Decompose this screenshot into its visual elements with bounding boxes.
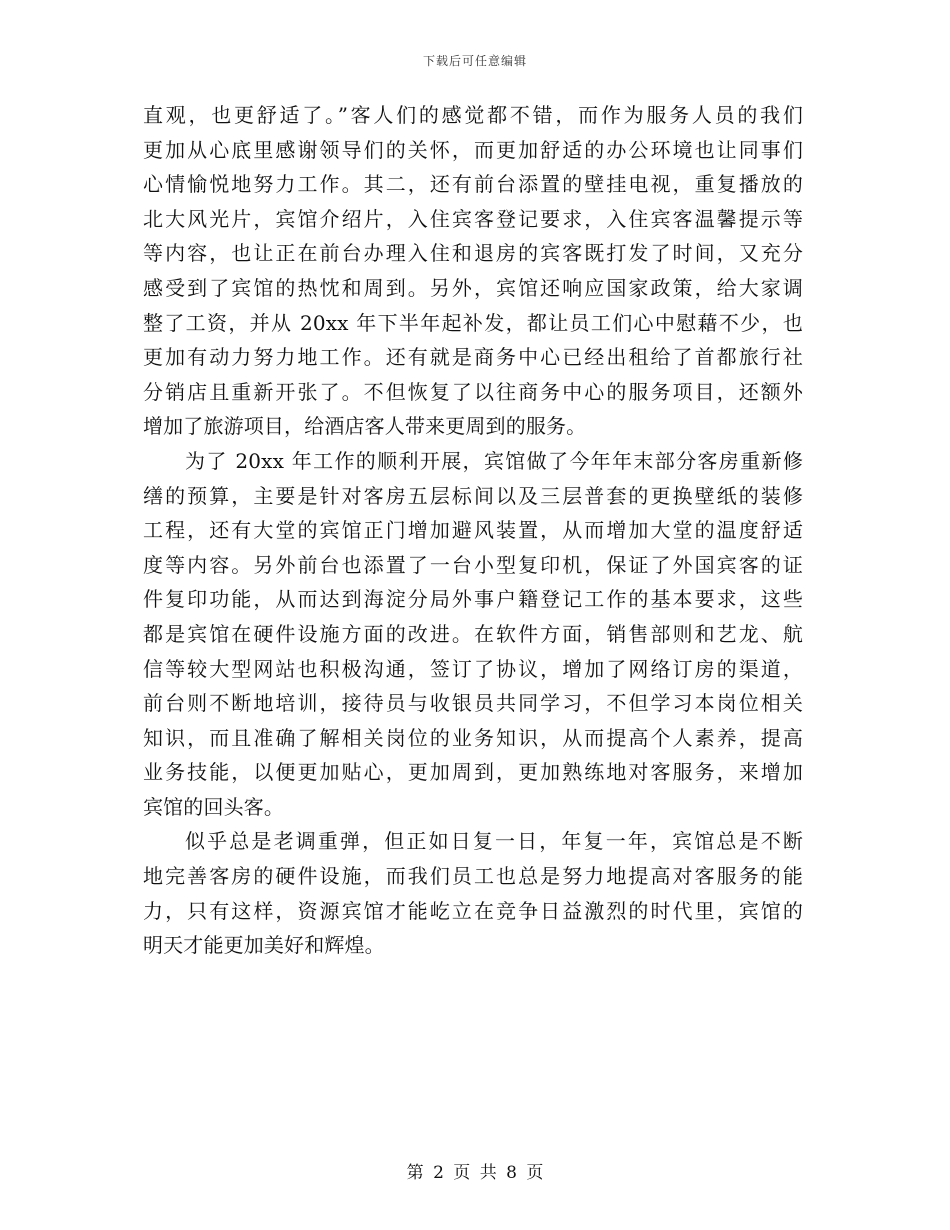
text-line: 缮的预算，主要是针对客房五层标间以及三层普套的更换壁纸的装修 — [143, 483, 803, 508]
text-line: 心情愉悦地努力工作。其二，还有前台添置的壁挂电视，重复播放的 — [143, 172, 803, 197]
text-line: 件复印功能，从而达到海淀分局外事户籍登记工作的基本要求，这些 — [143, 587, 803, 612]
text-line: 直观，也更舒适了。”客人们的感觉都不错，而作为服务人员的我们 — [143, 103, 803, 127]
paragraph — [143, 444, 803, 825]
text-line: 等内容，也让正在前台办理入住和退房的宾客既打发了时间，又充分 — [143, 241, 803, 266]
text-line: 信等较大型网站也积极沟通，签订了协议，增加了网络订房的渠道， — [143, 656, 803, 681]
text-line: 都是宾馆在硬件设施方面的改进。在软件方面，销售部则和艺龙、航 — [143, 621, 803, 646]
text-line: 宾馆的回头客。 — [143, 794, 285, 819]
document-body — [143, 98, 803, 963]
text-line: 增加了旅游项目，给酒店客人带来更周到的服务。 — [143, 414, 587, 439]
text-line: 分销店且重新开张了。不但恢复了以往商务中心的服务项目，还额外 — [143, 379, 803, 404]
text-line: 更加从心底里感谢领导们的关怀，而更加舒适的办公环境也让同事们 — [143, 137, 803, 162]
text-line: 前台则不断地培训，接待员与收银员共同学习，不但学习本岗位相关 — [143, 691, 803, 716]
text-line: 北大风光片，宾馆介绍片，入住宾客登记要求，入住宾客温馨提示等 — [143, 206, 803, 231]
text-line: 整了工资，并从 20xx 年下半年起补发，都让员工们心中慰藉不少，也 — [143, 310, 803, 335]
text-line: 工程，还有大堂的宾馆正门增加避风装置，从而增加大堂的温度舒适 — [143, 518, 803, 543]
text-line: 力，只有这样，资源宾馆才能屹立在竞争日益激烈的时代里，宾馆的 — [143, 898, 803, 923]
text-line: 似乎总是老调重弹，但正如日复一日，年复一年，宾馆总是不断 — [185, 829, 803, 854]
page-header: 下载后可任意编辑 — [422, 54, 527, 68]
paragraph — [143, 824, 803, 962]
text-line: 度等内容。另外前台也添置了一台小型复印机，保证了外国宾客的证 — [143, 552, 803, 577]
paragraph — [143, 98, 803, 444]
text-line: 地完善客房的硬件设施，而我们员工也总是努力地提高对客服务的能 — [143, 864, 803, 889]
page-number-footer: 第 2 页 共 8 页 — [406, 1163, 544, 1183]
text-line: 感受到了宾馆的热忱和周到。另外，宾馆还响应国家政策，给大家调 — [143, 275, 803, 300]
text-line: 知识，而且准确了解相关岗位的业务知识，从而提高个人素养，提高 — [143, 725, 803, 750]
text-line: 更加有动力努力地工作。还有就是商务中心已经出租给了首都旅行社 — [143, 345, 803, 370]
text-line: 为了 20xx 年工作的顺利开展，宾馆做了今年年末部分客房重新修 — [185, 448, 803, 473]
text-line: 明天才能更加美好和辉煌。 — [143, 933, 385, 958]
text-line: 业务技能，以便更加贴心，更加周到，更加熟练地对客服务，来增加 — [143, 760, 803, 785]
